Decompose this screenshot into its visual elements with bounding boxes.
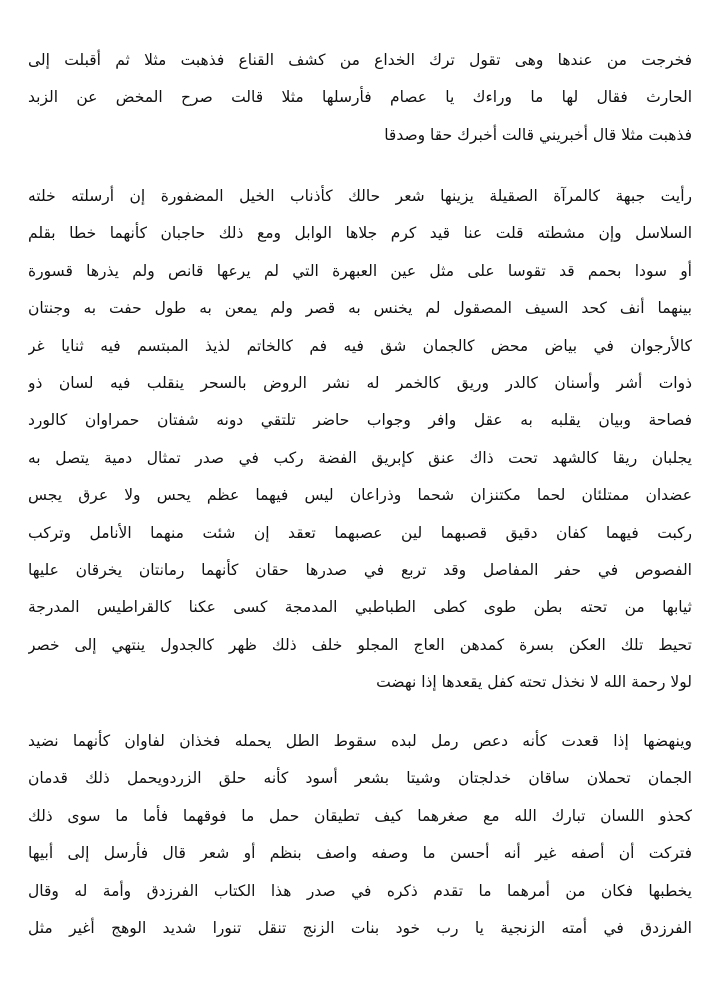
text-line: الجمان تحملان ساقان خدلجتان وشيتا بشعر أسود كأنه حلق الزردويحمل ذلك قدمان xyxy=(28,769,692,788)
text-line: وينهضها إذا قعدت كأنه دعص رمل لبده سقوط الطل يحمله فخذان لفاوان كأنهما نضيد xyxy=(28,732,692,750)
text-line: عضدان ممتلئان لحما مكتنزان شحما وذراعان ليس فيهما عظم يحس ولا عرق يجس xyxy=(28,486,692,505)
text-line: الحارث فقال لها ما وراءك يا عصام فأرسلها مثلا قالت صرح المخض عن الزبد xyxy=(28,88,692,107)
text-line: الفرزدق في أمته الزنجية يا رب خود بنات الزنج تنقل تنورا شديد الوهج أغير مثل xyxy=(28,918,692,937)
text-line: أو سودا بحمم قد تقوسا على مثل عين العبهرة التي لم يرعها قانص ولم يذرها قسورة xyxy=(28,261,692,280)
text-line: تحيط تلك العكن بسرة كمدهن العاج المجلو خلف ذلك ظهر كالجدول ينتهي إلى خصر xyxy=(28,635,692,654)
text-line: فذهبت مثلا قال أخبريني قالت أخبرك حقا وصدقا xyxy=(384,125,692,144)
text-line: فتركت أن أصفه غير أنه أحسن ما وصفه واصف بنظم أو شعر قال فأرسل إلى أبيها xyxy=(28,844,692,863)
text-line: السلاسل وإن مشطته قلت عنا قيد كرم جلاها الوابل ومع ذلك حاجبان كأنهما خطا بقلم xyxy=(28,224,692,243)
text-line: ذوات أشر وأسنان كالدر وريق كالخمر له نشر الروض بالسحر ينقلب فيه لسان ذو xyxy=(28,373,692,392)
text-line: كحذو اللسان تبارك الله مع صغرهما كيف تطيقان حمل ما فوقهما فأما ما سوى ذلك xyxy=(28,806,692,825)
text-line: الفصوص في حفر المفاصل وقد تربع في صدرها حقان كأنهما رمانتان يخرقان عليها xyxy=(28,560,692,579)
text-line: فصاحة وبيان يقلبه به عقل وافر وجواب حاضر تلتقي دونه شفتان حمراوان كالورد xyxy=(28,411,692,430)
text-line: كالأرجوان في بياض محض كالجمان شق فيه فم كالخاتم لذيذ المبتسم فيه ثنايا غر xyxy=(28,336,692,355)
text-line: رأيت جبهة كالمرآة الصقيلة يزينها شعر حالك كأذناب الخيل المضفورة إن أرسلته خلته xyxy=(28,187,692,205)
text-line: لولا رحمة الله لا نخذل تحته كفل يقعدها إذا نهضت xyxy=(376,673,692,692)
text-line: يخطبها فكان من أمرهما ما تقدم ذكره في صدر هذا الكتاب الفرزدق وأمة له وقال xyxy=(28,881,692,900)
text-line: فخرجت من عندها وهى تقول ترك الخداع من كشف القناع فذهبت مثلا ثم أقبلت إلى xyxy=(28,51,692,69)
text-line: بينهما أنف كحد السيف المصقول لم يخنس به قصر ولم يمعن به طول حفت به وجنتان xyxy=(28,299,692,318)
text-line: ثيابها من تحته بطن طوى كطى الطباطبي المدمجة كسى عكنا كالقراطيس المدرجة xyxy=(28,598,692,617)
text-line: يجلبان ريقا كالشهد تحت ذاك عنق كإبريق الفضة ركب في صدر تمثال دمية يتصل به xyxy=(28,448,692,467)
text-line: ركبت فيهما كفان دقيق قصبهما لين عصبهما تعقد إن شئت منهما الأنامل وتركب xyxy=(28,523,692,542)
paragraph-1 xyxy=(28,42,692,154)
paragraph-3 xyxy=(28,723,692,947)
paragraph-2 xyxy=(28,178,692,701)
